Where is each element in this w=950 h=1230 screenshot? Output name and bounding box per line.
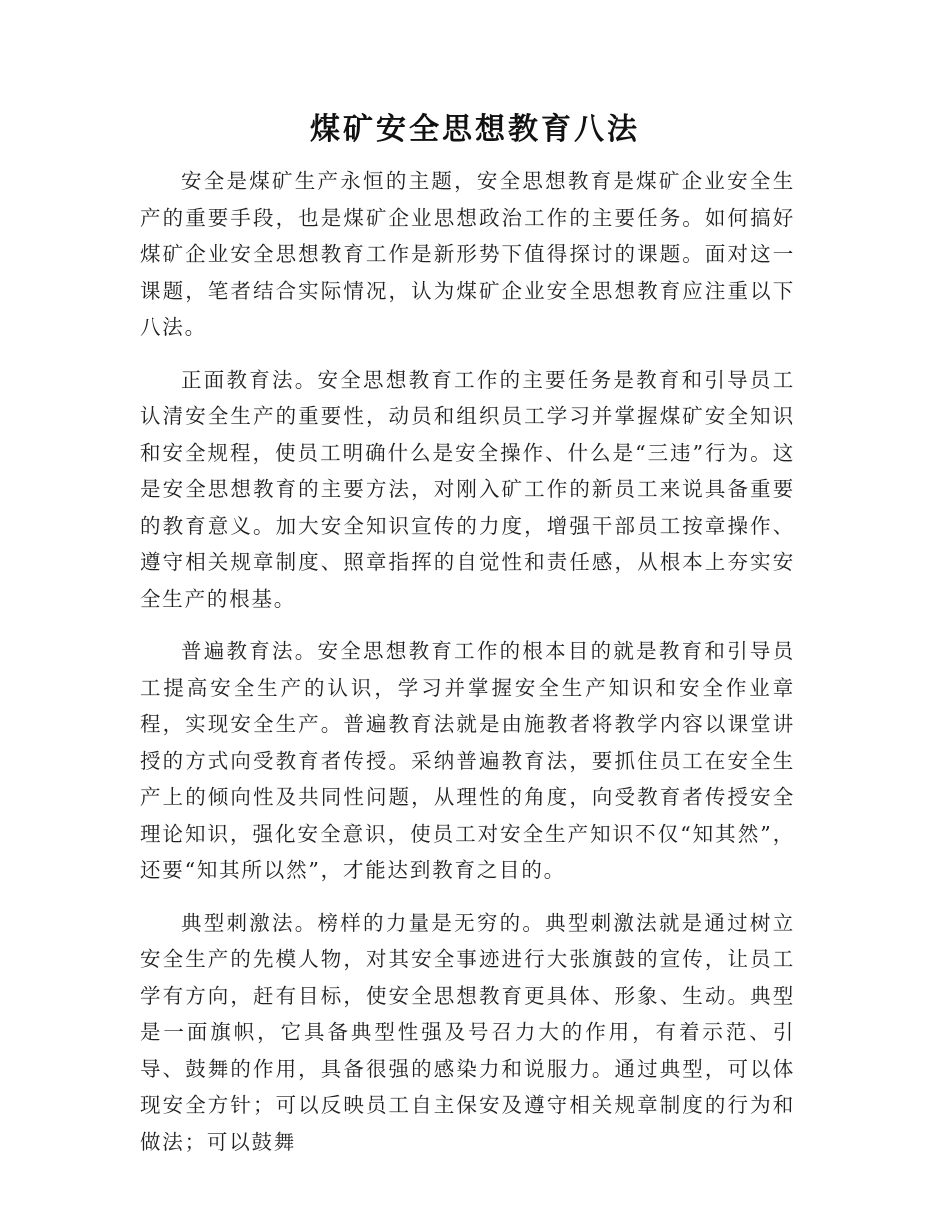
paragraph-general-education: 普遍教育法。安全思想教育工作的根本目的就是教育和引导员工提高安全生产的认识，学习并掌握安全生产知识和安全作业章程，实现安全生产。普遍教育法就是由施教者将教学内容以课堂讲授的方式向受教育者传授。采纳普遍教育法，要抓住员工在安全生产上的倾向性及共同性问题，从理性的角度，向受教育者传授安全理论知识，强化安全意识，使员工对安全生产知识不仅“知其然”，还要“知其所以然”，才能达到教育之目的。 — [140, 639, 795, 882]
document-title: 煤矿安全思想教育八法 — [310, 112, 640, 147]
document-body — [140, 163, 795, 1176]
paragraph-positive-education: 正面教育法。安全思想教育工作的主要任务是教育和引导员工认清安全生产的重要性，动员和组织员工学习并掌握煤矿安全知识和安全规程，使员工明确什么是安全操作、什么是“三违”行为。这是安全思想教育的主要方法，对刚入矿工作的新员工来说具备重要的教育意义。加大安全知识宣传的力度，增强干部员工按章操作、遵守相关规章制度、照章指挥的自觉性和责任感，从根本上夯实安全生产的根基。 — [140, 367, 795, 611]
paragraph-typical-stimulus: 典型刺激法。榜样的力量是无穷的。典型刺激法就是通过树立安全生产的先模人物，对其安全事迹进行大张旗鼓的宣传，让员工学有方向，赶有目标，使安全思想教育更具体、形象、生动。典型是一面旗帜，它具备典型性强及号召力大的作用，有着示范、引导、鼓舞的作用，具备很强的感染力和说服力。通过典型，可以体现安全方针；可以反映员工自主保安及遵守相关规章制度的行为和做法；可以鼓舞 — [140, 910, 795, 1154]
paragraph-intro: 安全是煤矿生产永恒的主题，安全思想教育是煤矿企业安全生产的重要手段，也是煤矿企业思想政治工作的主要任务。如何搞好煤矿企业安全思想教育工作是新形势下值得探讨的课题。面对这一课题，笔者结合实际情况，认为煤矿企业安全思想教育应注重以下八法。 — [140, 169, 795, 339]
